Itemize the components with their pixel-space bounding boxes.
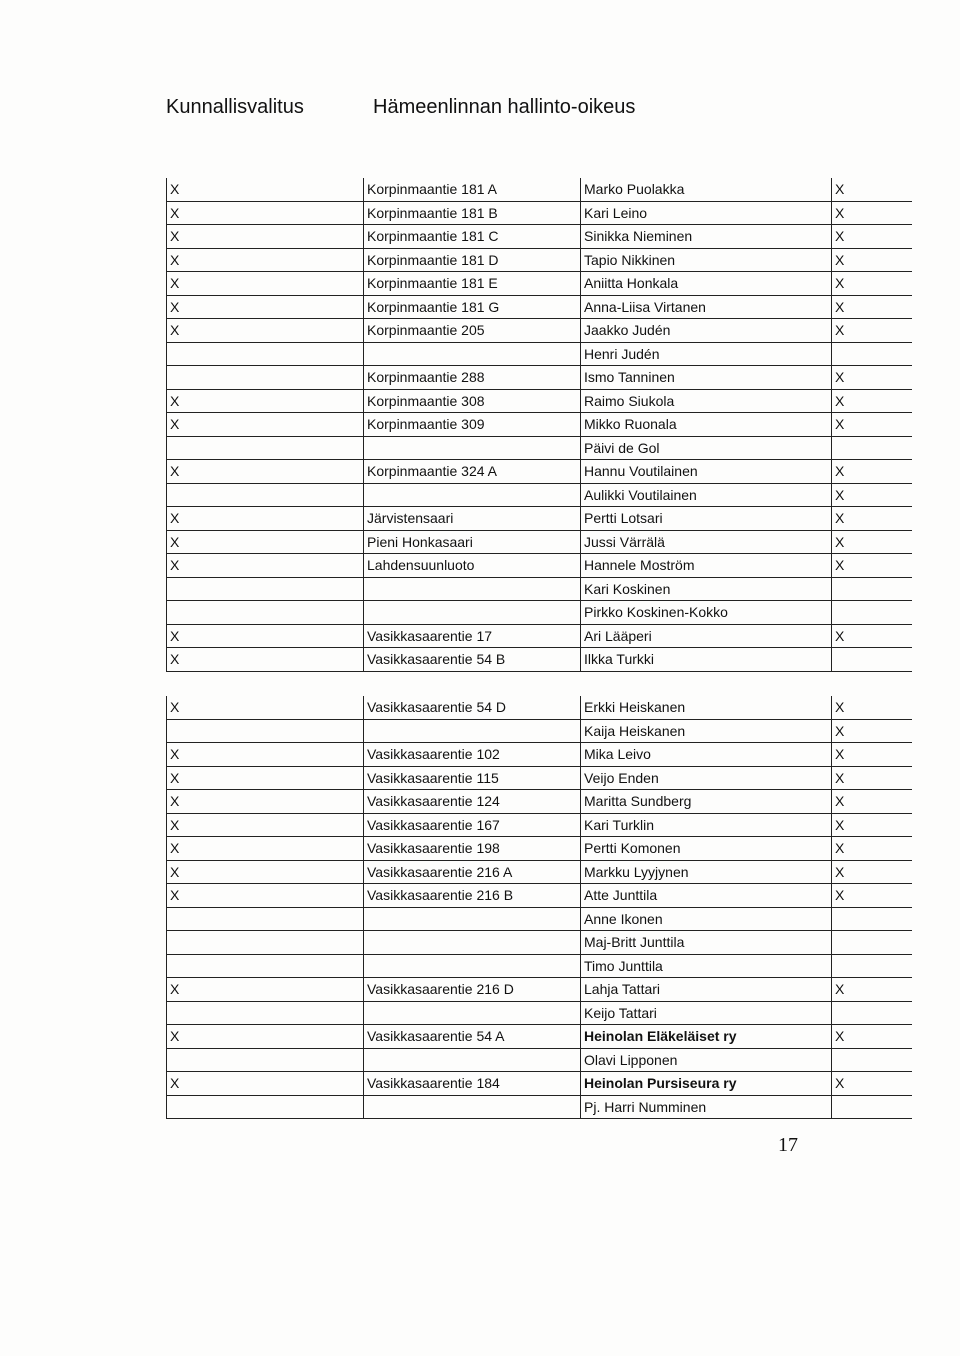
address-cell: Korpinmaantie 181 B	[367, 204, 498, 221]
name-cell: Lahja Tattari	[584, 981, 661, 997]
address-cell: Korpinmaantie 181 E	[367, 275, 498, 291]
name-cell: Ismo Tanninen	[584, 369, 675, 385]
signature-mark-cell: X	[835, 557, 845, 573]
name-cell: Keijo Tattari	[584, 1004, 657, 1021]
table-row	[166, 931, 912, 955]
signature-mark-cell: X	[835, 251, 845, 268]
table-row	[166, 343, 912, 367]
name-cell: Kari Turklin	[584, 816, 655, 833]
table-row	[166, 554, 912, 578]
name-cell: Aniitta Honkala	[584, 275, 679, 291]
name-cell: Maj-Britt Junttila	[584, 934, 685, 950]
table-row	[166, 319, 912, 343]
address-cell: Vasikkasaarentie 17	[367, 627, 493, 644]
name-cell: Pertti Lotsari	[584, 510, 663, 526]
signature-mark-cell: X	[835, 699, 845, 715]
table-row	[166, 507, 912, 531]
mark-cell: X	[170, 204, 180, 221]
signature-mark-cell: X	[835, 793, 845, 809]
mark-cell: X	[170, 298, 180, 315]
table-row	[166, 1072, 912, 1096]
name-cell: Tapio Nikkinen	[584, 251, 676, 268]
mark-cell: X	[170, 251, 180, 268]
table-row	[166, 625, 912, 649]
table-row	[166, 767, 912, 791]
name-cell: Päivi de Gol	[584, 439, 660, 456]
name-cell: Henri Judén	[584, 345, 660, 362]
signature-mark-cell: X	[835, 322, 845, 338]
address-cell: Korpinmaantie 309	[367, 416, 485, 432]
signature-mark-cell: X	[835, 486, 845, 503]
address-cell: Korpinmaantie 324 A	[367, 463, 497, 479]
table-row	[166, 272, 912, 296]
address-cell: Vasikkasaarentie 54 B	[367, 651, 506, 667]
signature-mark-cell: X	[835, 746, 845, 762]
signature-mark-cell: X	[835, 298, 845, 315]
signature-mark-cell: X	[835, 392, 845, 409]
table-row	[166, 648, 912, 672]
signature-mark-cell: X	[835, 769, 845, 786]
mark-cell: X	[170, 769, 180, 786]
table-row	[166, 225, 912, 249]
table-row	[166, 720, 912, 744]
signature-mark-cell: X	[835, 416, 845, 432]
name-cell: Markku Lyyjynen	[584, 863, 689, 880]
table-row	[166, 460, 912, 484]
name-cell: Sinikka Nieminen	[584, 228, 693, 244]
mark-cell: X	[170, 863, 180, 880]
table-row	[166, 202, 912, 226]
address-cell: Vasikkasaarentie 124	[367, 793, 500, 809]
name-cell: Jaakko Judén	[584, 322, 671, 338]
name-cell: Kari Leino	[584, 204, 648, 221]
signature-mark-cell: X	[835, 627, 845, 644]
address-cell: Vasikkasaarentie 216 B	[367, 887, 514, 903]
mark-cell: X	[170, 533, 180, 550]
candidate-table-1	[166, 178, 912, 672]
name-cell: Anne Ikonen	[584, 910, 663, 927]
table-row	[166, 743, 912, 767]
table-row	[166, 1002, 912, 1026]
table-row	[166, 884, 912, 908]
table-row	[166, 390, 912, 414]
name-cell: Mika Leivo	[584, 746, 651, 762]
table-row	[166, 578, 912, 602]
mark-cell: X	[170, 1028, 180, 1044]
signature-mark-cell: X	[835, 816, 845, 833]
name-cell: Marko Puolakka	[584, 181, 685, 197]
signature-mark-cell: X	[835, 275, 845, 291]
signature-mark-cell: X	[835, 1028, 845, 1044]
mark-cell: X	[170, 275, 180, 291]
mark-cell: X	[170, 793, 180, 809]
name-cell: Atte Junttila	[584, 887, 658, 903]
table-row	[166, 366, 912, 390]
table-row	[166, 178, 912, 202]
address-cell: Vasikkasaarentie 198	[367, 840, 500, 856]
name-cell: Ilkka Turkki	[584, 651, 655, 667]
signature-mark-cell: X	[835, 204, 845, 221]
address-cell: Vasikkasaarentie 102	[367, 746, 500, 762]
address-cell: Korpinmaantie 181 C	[367, 228, 499, 244]
table-row	[166, 978, 912, 1002]
table-row	[166, 531, 912, 555]
name-cell: Erkki Heiskanen	[584, 699, 686, 715]
signature-mark-cell: X	[835, 510, 845, 526]
signature-mark-cell: X	[835, 981, 845, 997]
name-cell: Heinolan Eläkeläiset ry	[584, 1028, 737, 1044]
mark-cell: X	[170, 322, 180, 338]
mark-cell: X	[170, 392, 180, 409]
name-cell: Raimo Siukola	[584, 392, 675, 409]
address-cell: Korpinmaantie 205	[367, 322, 485, 338]
name-cell: Aulikki Voutilainen	[584, 486, 697, 503]
mark-cell: X	[170, 1075, 180, 1091]
name-cell: Ari Lääperi	[584, 627, 652, 644]
table-row	[166, 861, 912, 885]
name-cell: Maritta Sundberg	[584, 793, 692, 809]
signature-mark-cell: X	[835, 887, 845, 903]
table-row	[166, 1096, 912, 1120]
table-row	[166, 484, 912, 508]
signature-mark-cell: X	[835, 533, 845, 550]
name-cell: Timo Junttila	[584, 957, 663, 974]
address-cell: Vasikkasaarentie 54 D	[367, 699, 507, 715]
table-row	[166, 1049, 912, 1073]
address-cell: Vasikkasaarentie 184	[367, 1075, 500, 1091]
table-row	[166, 908, 912, 932]
signature-mark-cell: X	[835, 463, 845, 479]
table-row	[166, 437, 912, 461]
address-cell: Vasikkasaarentie 54 A	[367, 1028, 505, 1044]
address-cell: Järvistensaari	[367, 510, 454, 526]
name-cell: Pertti Komonen	[584, 840, 681, 856]
mark-cell: X	[170, 651, 180, 667]
mark-cell: X	[170, 699, 180, 715]
candidate-table-2	[166, 696, 912, 1119]
table-row	[166, 955, 912, 979]
name-cell: Pirkko Koskinen-Kokko	[584, 604, 728, 620]
header-left-title: Kunnallisvalitus	[166, 96, 304, 118]
mark-cell: X	[170, 840, 180, 856]
page-number: 17	[778, 1134, 798, 1156]
address-cell: Korpinmaantie 288	[367, 369, 485, 385]
mark-cell: X	[170, 416, 180, 432]
signature-mark-cell: X	[835, 181, 845, 197]
name-cell: Heinolan Pursiseura ry	[584, 1075, 737, 1091]
address-cell: Vasikkasaarentie 167	[367, 816, 500, 833]
table-row	[166, 601, 912, 625]
mark-cell: X	[170, 557, 180, 573]
mark-cell: X	[170, 228, 180, 244]
table-row	[166, 249, 912, 273]
table-row	[166, 1025, 912, 1049]
table-row	[166, 296, 912, 320]
name-cell: Anna-Liisa Virtanen	[584, 298, 706, 315]
signature-mark-cell: X	[835, 369, 845, 385]
signature-mark-cell: X	[835, 840, 845, 856]
table-row	[166, 837, 912, 861]
mark-cell: X	[170, 887, 180, 903]
mark-cell: X	[170, 510, 180, 526]
signature-mark-cell: X	[835, 863, 845, 880]
name-cell: Pj. Harri Numminen	[584, 1098, 707, 1115]
address-cell: Korpinmaantie 308	[367, 392, 485, 409]
name-cell: Kaija Heiskanen	[584, 722, 686, 739]
signature-mark-cell: X	[835, 228, 845, 244]
address-cell: Vasikkasaarentie 216 D	[367, 981, 514, 997]
name-cell: Hannu Voutilainen	[584, 463, 698, 479]
mark-cell: X	[170, 816, 180, 833]
mark-cell: X	[170, 181, 180, 197]
mark-cell: X	[170, 746, 180, 762]
table-row	[166, 696, 912, 720]
address-cell: Vasikkasaarentie 216 A	[367, 863, 513, 880]
address-cell: Korpinmaantie 181 D	[367, 251, 499, 268]
mark-cell: X	[170, 627, 180, 644]
address-cell: Korpinmaantie 181 G	[367, 298, 500, 315]
signature-mark-cell: X	[835, 1075, 845, 1091]
name-cell: Kari Koskinen	[584, 580, 671, 597]
address-cell: Lahdensuunluoto	[367, 557, 475, 573]
name-cell: Hannele Moström	[584, 557, 695, 573]
mark-cell: X	[170, 463, 180, 479]
name-cell: Olavi Lipponen	[584, 1051, 678, 1068]
address-cell: Vasikkasaarentie 115	[367, 769, 499, 786]
address-cell: Korpinmaantie 181 A	[367, 181, 497, 197]
mark-cell: X	[170, 981, 180, 997]
signature-mark-cell: X	[835, 722, 845, 739]
address-cell: Pieni Honkasaari	[367, 533, 473, 550]
name-cell: Mikko Ruonala	[584, 416, 677, 432]
header-right-title: Hämeenlinnan hallinto-oikeus	[373, 96, 636, 118]
name-cell: Jussi Värrälä	[584, 533, 665, 550]
table-row	[166, 413, 912, 437]
table-row	[166, 790, 912, 814]
name-cell: Veijo Enden	[584, 769, 659, 786]
table-row	[166, 814, 912, 838]
